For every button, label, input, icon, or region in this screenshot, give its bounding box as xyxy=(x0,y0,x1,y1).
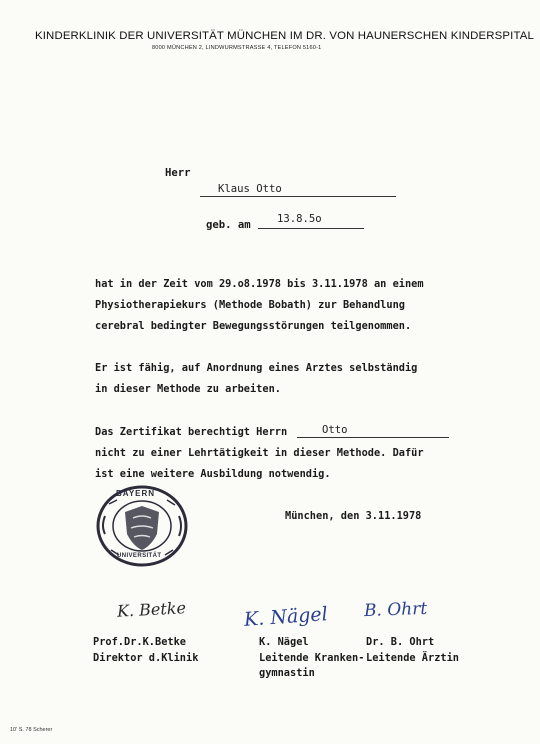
letterhead-address: 8000 MÜNCHEN 2, LINDWURMSTRASSE 4, TELEFON 5160-1 xyxy=(152,45,322,51)
signatory-title: Direktor d.Klinik xyxy=(93,652,199,664)
body-line: cerebral bedingter Bewegungsstörungen teilgenommen. xyxy=(95,320,412,332)
dob-underline xyxy=(258,228,364,229)
signature-naegel: K. Nägel xyxy=(243,603,329,631)
signatory-title: Leitende Kranken- xyxy=(259,652,365,664)
salutation: Herr xyxy=(165,167,191,179)
body-line: ist eine weitere Ausbildung notwendig. xyxy=(95,468,331,480)
body-line: Er ist fähig, auf Anordnung eines Arztes selbständig xyxy=(95,362,418,374)
body-line: hat in der Zeit vom 29.o8.1978 bis 3.11.1978 an einem xyxy=(95,278,424,290)
signatory-name: Dr. B. Ohrt xyxy=(366,636,435,648)
recipient-name: Klaus Otto xyxy=(218,183,282,195)
body-line: Physiotherapiekurs (Methode Bobath) zur Behandlung xyxy=(95,299,405,311)
body-line: nicht zu einer Lehrtätigkeit in dieser Methode. Dafür xyxy=(95,447,424,459)
stamp-text-top: BAYERN xyxy=(116,489,156,498)
signatory-title: Leitende Ärztin xyxy=(366,652,459,664)
place-date: München, den 3.11.1978 xyxy=(285,510,422,522)
signatory-name: Prof.Dr.K.Betke xyxy=(93,636,186,648)
signature-ohrt: B. Ohrt xyxy=(363,598,428,622)
letterhead-institution: KINDERKLINIK DER UNIVERSITÄT MÜNCHEN IM DR. VON HAUNERSCHEN KINDERSPITAL xyxy=(35,30,534,42)
stamp-text-bottom: UNIVERSITÄT xyxy=(117,553,162,559)
name-fill-underline xyxy=(297,437,449,438)
signatory-name: K. Nägel xyxy=(259,636,309,648)
body-line: Das Zertifikat berechtigt Herrn xyxy=(95,426,288,438)
dob-label: geb. am xyxy=(206,219,251,231)
body-line: in dieser Methode zu arbeiten. xyxy=(95,383,281,395)
name-underline xyxy=(200,196,396,197)
certificate-name: Otto xyxy=(322,424,348,436)
signature-betke: K. Betke xyxy=(116,598,187,621)
dob-value: 13.8.5o xyxy=(277,213,322,225)
footer-print-code: 10' S. 78 Scherer xyxy=(10,727,53,733)
signatory-title: gymnastin xyxy=(259,667,315,679)
